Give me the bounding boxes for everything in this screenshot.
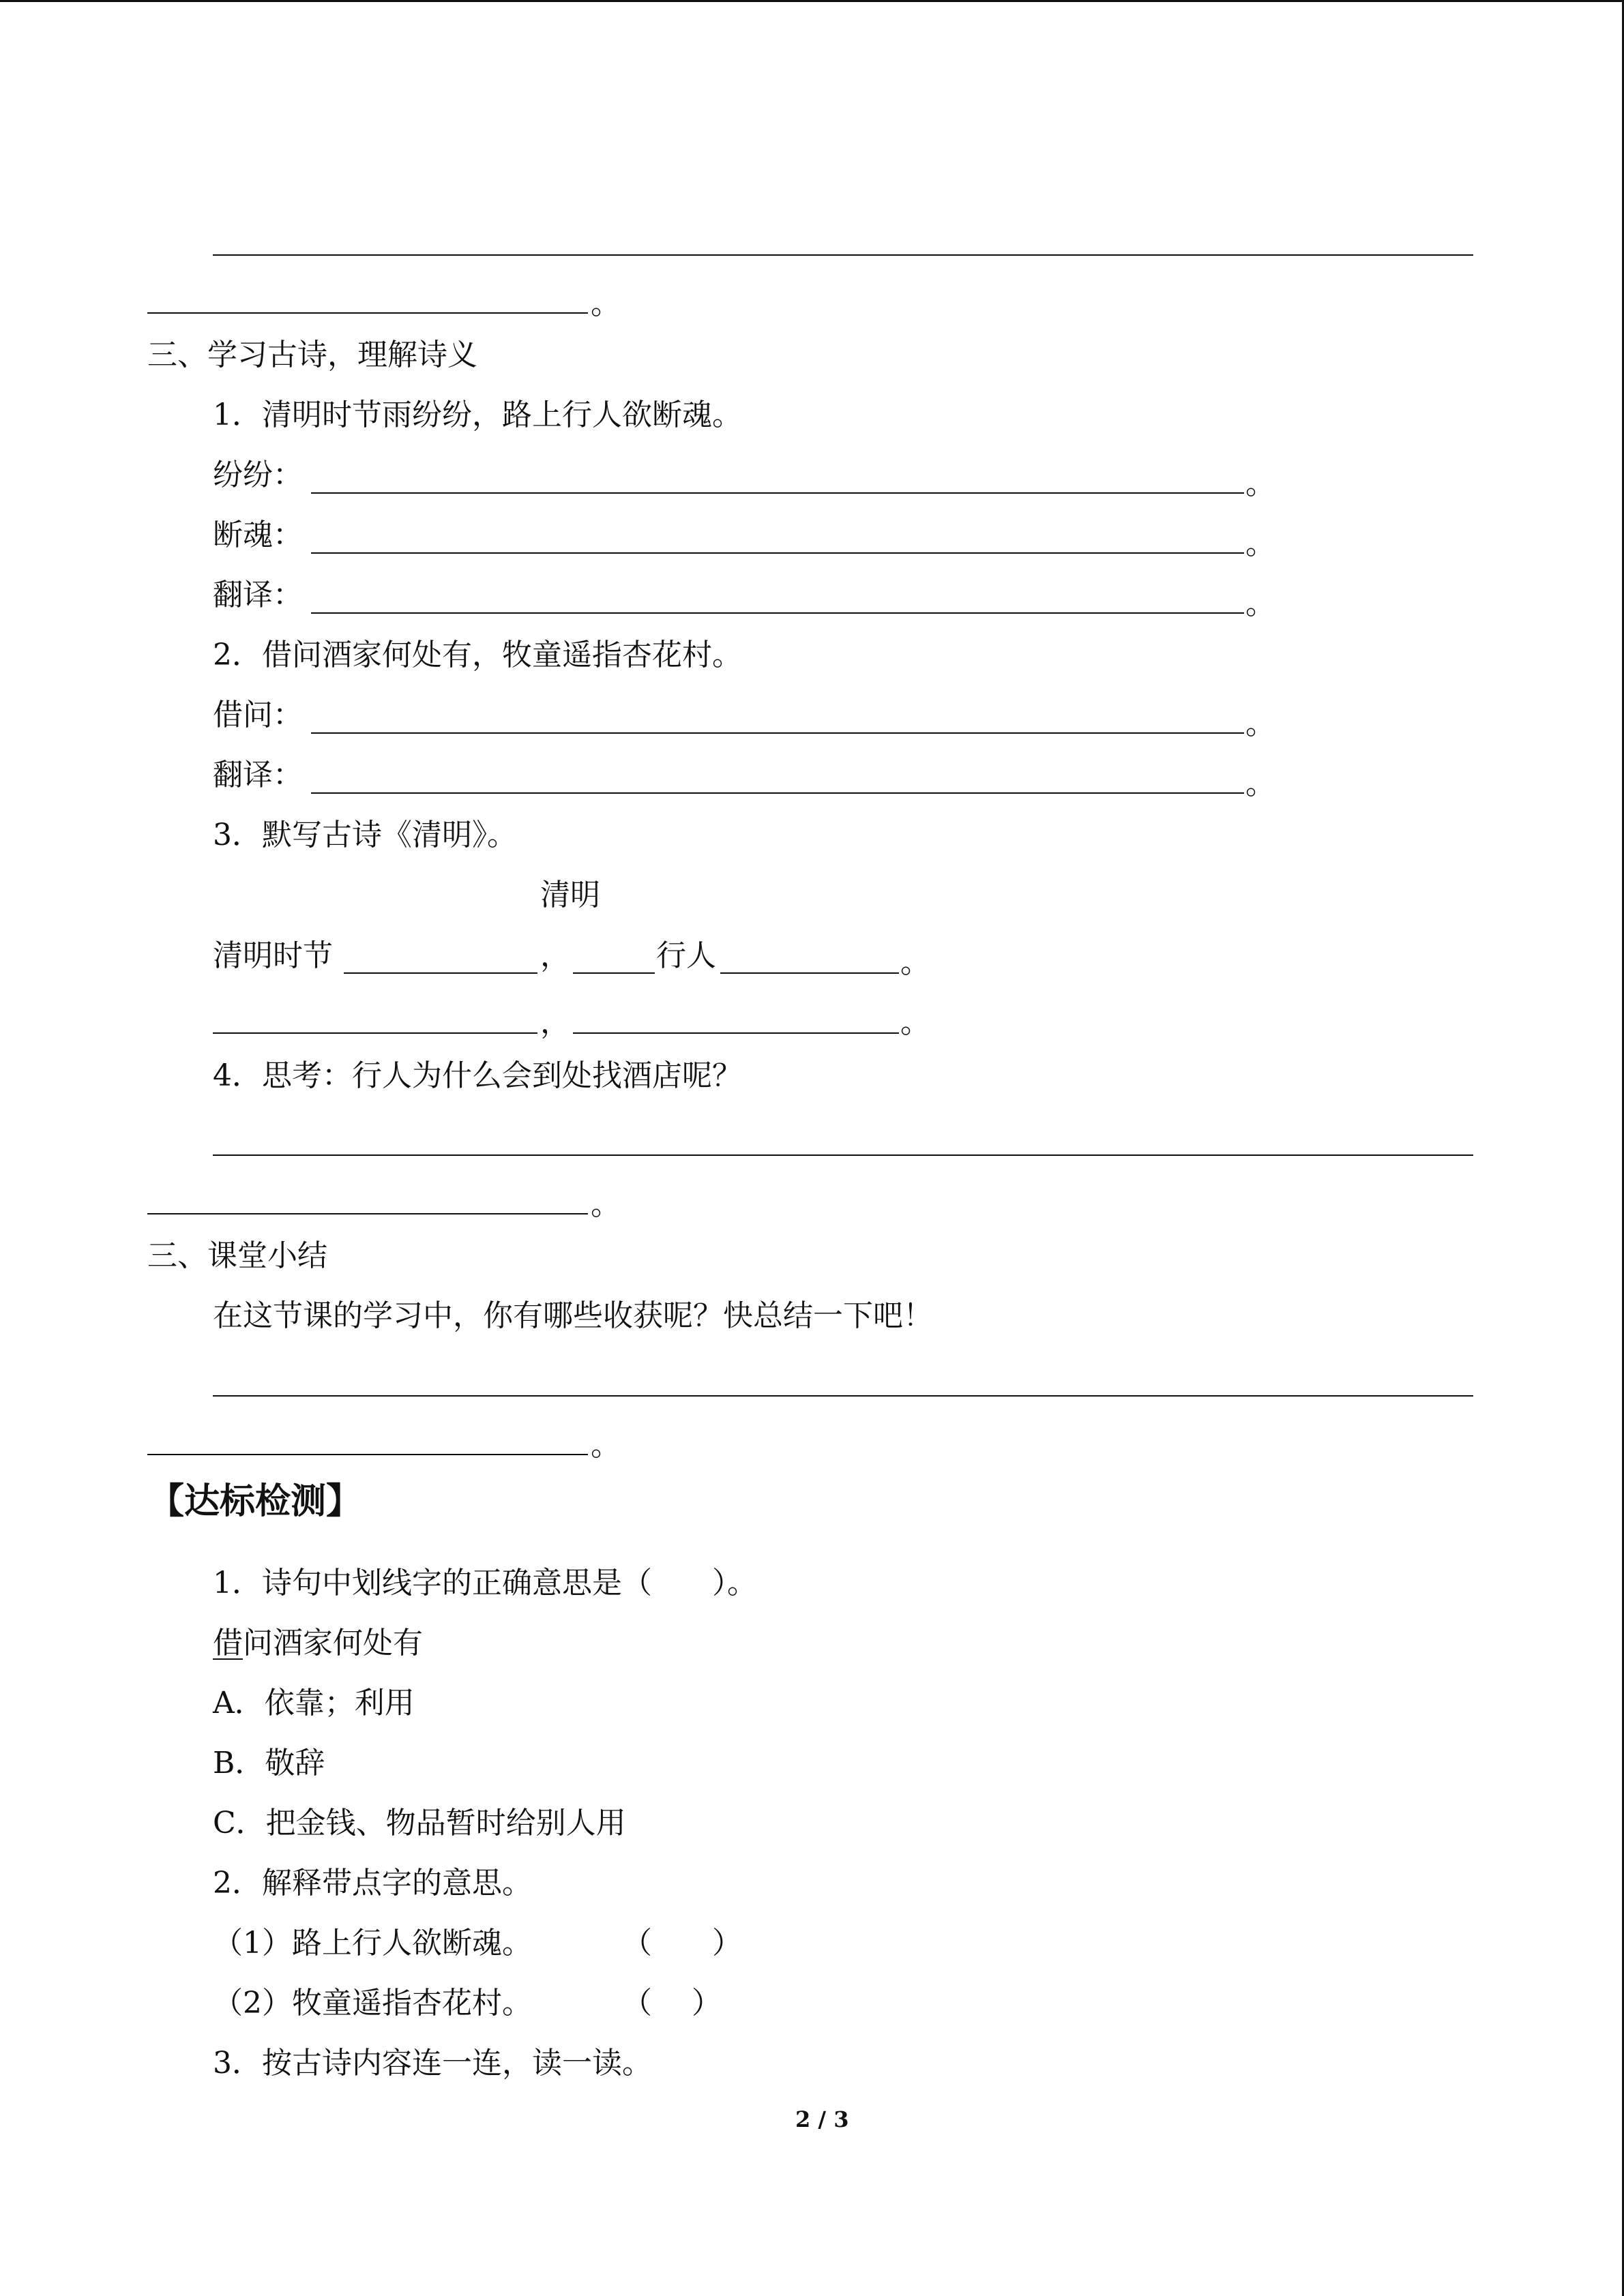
poem-line-mid: 行人: [656, 938, 716, 973]
question-prompt: 1．清明时节雨纷纷，路上行人欲断魂。: [213, 398, 742, 432]
summary-prompt: 在这节课的学习中，你有哪些收获呢？快总结一下吧！: [213, 1298, 933, 1333]
answer-paren[interactable]: （ ）: [622, 1926, 742, 1960]
field-label: 断魂：: [213, 518, 303, 552]
poem-blank[interactable]: [344, 972, 537, 974]
option-b[interactable]: B．敬辞: [213, 1746, 325, 1780]
question-prompt: 2．解释带点字的意思。: [213, 1866, 532, 1900]
period-mark: 。: [1245, 466, 1275, 501]
sub-question: （2）牧童遥指杏花村。: [213, 1986, 532, 2021]
section-title: 三、学习古诗，理解诗义: [147, 338, 477, 372]
period-mark: 。: [1245, 706, 1275, 741]
comma-mark: ，: [540, 938, 570, 973]
answer-line[interactable]: [311, 492, 1244, 494]
answer-paren[interactable]: （ ）: [622, 1986, 722, 2021]
question-prompt: 1．诗句中划线字的正确意思是（ ）。: [213, 1566, 757, 1600]
option-a[interactable]: A．依靠；利用: [213, 1686, 415, 1720]
answer-line[interactable]: [311, 732, 1244, 734]
answer-line[interactable]: [213, 254, 1473, 256]
quote-rest: 问酒家何处有: [243, 1626, 423, 1660]
period-mark: 。: [1245, 586, 1275, 621]
option-c[interactable]: C．把金钱、物品暂时给别人用: [213, 1806, 626, 1840]
answer-line[interactable]: [213, 1395, 1473, 1397]
question-prompt: 3．默写古诗《清明》。: [213, 818, 517, 852]
answer-line[interactable]: [147, 312, 588, 314]
question-prompt: 3．按古诗内容连一连，读一读。: [213, 2046, 652, 2081]
period-mark: 。: [900, 1005, 930, 1040]
field-label: 翻译：: [213, 758, 303, 792]
answer-line[interactable]: [147, 1454, 588, 1455]
section-title: 三、课堂小结: [147, 1238, 327, 1273]
poem-blank[interactable]: [213, 1032, 537, 1034]
period-mark: 。: [1245, 766, 1275, 801]
period-mark: 。: [1245, 526, 1275, 561]
page-number: 2 / 3: [795, 2106, 849, 2132]
poem-blank[interactable]: [573, 1032, 899, 1034]
poem-title: 清明: [540, 878, 600, 912]
answer-line[interactable]: [213, 1154, 1473, 1156]
page-border-top: [0, 0, 1624, 2]
period-mark: 。: [591, 1428, 621, 1463]
answer-line[interactable]: [147, 1213, 588, 1214]
poem-blank[interactable]: [573, 972, 655, 974]
field-label: 翻译：: [213, 578, 303, 612]
poem-blank[interactable]: [720, 972, 899, 974]
question-prompt: 2．借问酒家何处有，牧童遥指杏花村。: [213, 638, 742, 672]
answer-line[interactable]: [311, 552, 1244, 554]
period-mark: 。: [591, 1187, 621, 1222]
field-label: 借问：: [213, 698, 303, 732]
period-mark: 。: [900, 945, 930, 980]
underlined-char: 借: [213, 1626, 243, 1660]
period-mark: 。: [591, 286, 621, 321]
answer-line[interactable]: [311, 612, 1244, 614]
poem-line-start: 清明时节: [213, 938, 333, 973]
test-heading: 【达标检测】: [149, 1481, 362, 1522]
question-prompt: 4．思考：行人为什么会到处找酒店呢？: [213, 1058, 742, 1093]
sub-question: （1）路上行人欲断魂。: [213, 1926, 532, 1960]
quote-line: [213, 1628, 423, 1658]
comma-mark: ，: [540, 1005, 570, 1040]
field-label: 纷纷：: [213, 458, 303, 492]
answer-line[interactable]: [311, 792, 1244, 794]
